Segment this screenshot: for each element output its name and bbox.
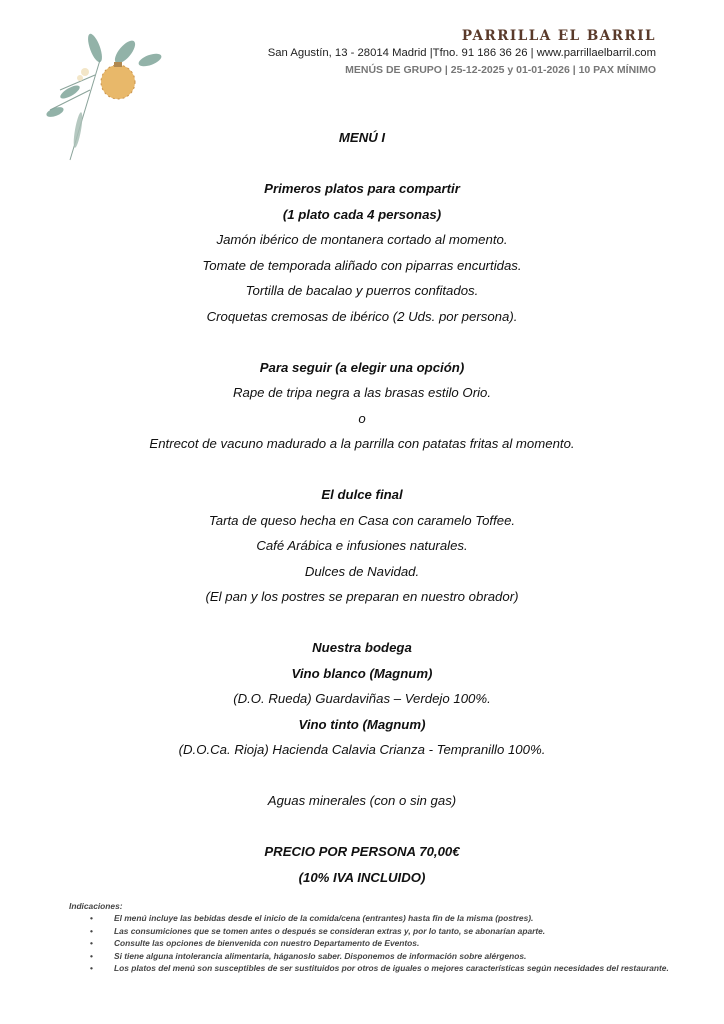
note-item: • Las consumiciones que se tomen antes o después se consideran extras y, por lo tanto, se abonarían aparte.	[69, 925, 669, 937]
vat-note: (10% IVA INCLUIDO)	[298, 869, 426, 885]
menu-item: Dulces de Navidad.	[304, 563, 420, 579]
menu-item: Café Arábica e infusiones naturales.	[256, 538, 468, 553]
menu-subtitle: MENÚS DE GRUPO | 25-12-2025 y 01-01-2026 | 10 PAX MÍNIMO	[345, 64, 656, 76]
menu-item: (D.O. Rueda) Guardaviñas – Verdejo 100%.	[233, 691, 491, 706]
menu-item: Jamón ibérico de montanera cortado al momento.	[216, 232, 508, 247]
section-note: (1 plato cada 4 personas)	[282, 206, 442, 222]
note-item: • Consulte las opciones de bienvenida con nuestro Departamento de Eventos.	[69, 937, 669, 949]
menu-item: Entrecot de vacuno madurado a la parrilla con patatas fritas al momento.	[149, 436, 575, 451]
notes-title: Indicaciones:	[69, 901, 123, 911]
wine-subheading: Vino blanco (Magnum)	[291, 665, 433, 681]
notes-section	[69, 900, 669, 974]
address-contact: San Agustín, 13 - 28014 Madrid |Tfno. 91 186 36 26 | www.parrillaelbarril.com	[267, 47, 656, 59]
note-item: • El menú incluye las bebidas desde el inicio de la comida/cena (entrantes) hasta fin de la misma (postres).	[69, 912, 669, 924]
section-heading: Nuestra bodega	[312, 640, 412, 655]
menu-item: Aguas minerales (con o sin gas)	[267, 793, 457, 808]
note-item: • Los platos del menú son susceptibles de ser sustituidos por otros de iguales o mejores características según necesidades del restaurante.	[69, 962, 669, 974]
note-item: • Si tiene alguna intolerancia alimentaria, háganoslo saber. Disponemos de información sobre alérgenos.	[69, 950, 669, 962]
wine-subheading: Vino tinto (Magnum)	[298, 716, 426, 732]
menu-body	[0, 125, 724, 890]
restaurant-brand: PARRILLA EL BARRIL	[461, 28, 656, 44]
menu-item: Croquetas cremosas de ibérico (2 Uds. por persona).	[206, 308, 518, 324]
section-heading: Primeros platos para compartir	[264, 181, 460, 196]
price: PRECIO POR PERSONA 70,00€	[264, 844, 460, 859]
menu-item: Tomate de temporada aliñado con piparras encurtidas.	[202, 257, 522, 273]
section-heading: El dulce final	[321, 487, 403, 502]
menu-item: Tarta de queso hecha en Casa con caramelo Toffee.	[208, 512, 516, 528]
section-heading: Para seguir (a elegir una opción)	[259, 359, 465, 375]
menu-title: MENÚ I	[338, 130, 386, 145]
menu-item: Tortilla de bacalao y puerros confitados.	[245, 283, 479, 298]
menu-item: (El pan y los postres se preparan en nuestro obrador)	[205, 589, 519, 604]
menu-item: Rape de tripa negra a las brasas estilo Orio.	[232, 385, 492, 400]
menu-item: (D.O.Ca. Rioja) Hacienda Calavia Crianza - Tempranillo 100%.	[178, 742, 546, 757]
menu-item: o	[358, 410, 366, 426]
